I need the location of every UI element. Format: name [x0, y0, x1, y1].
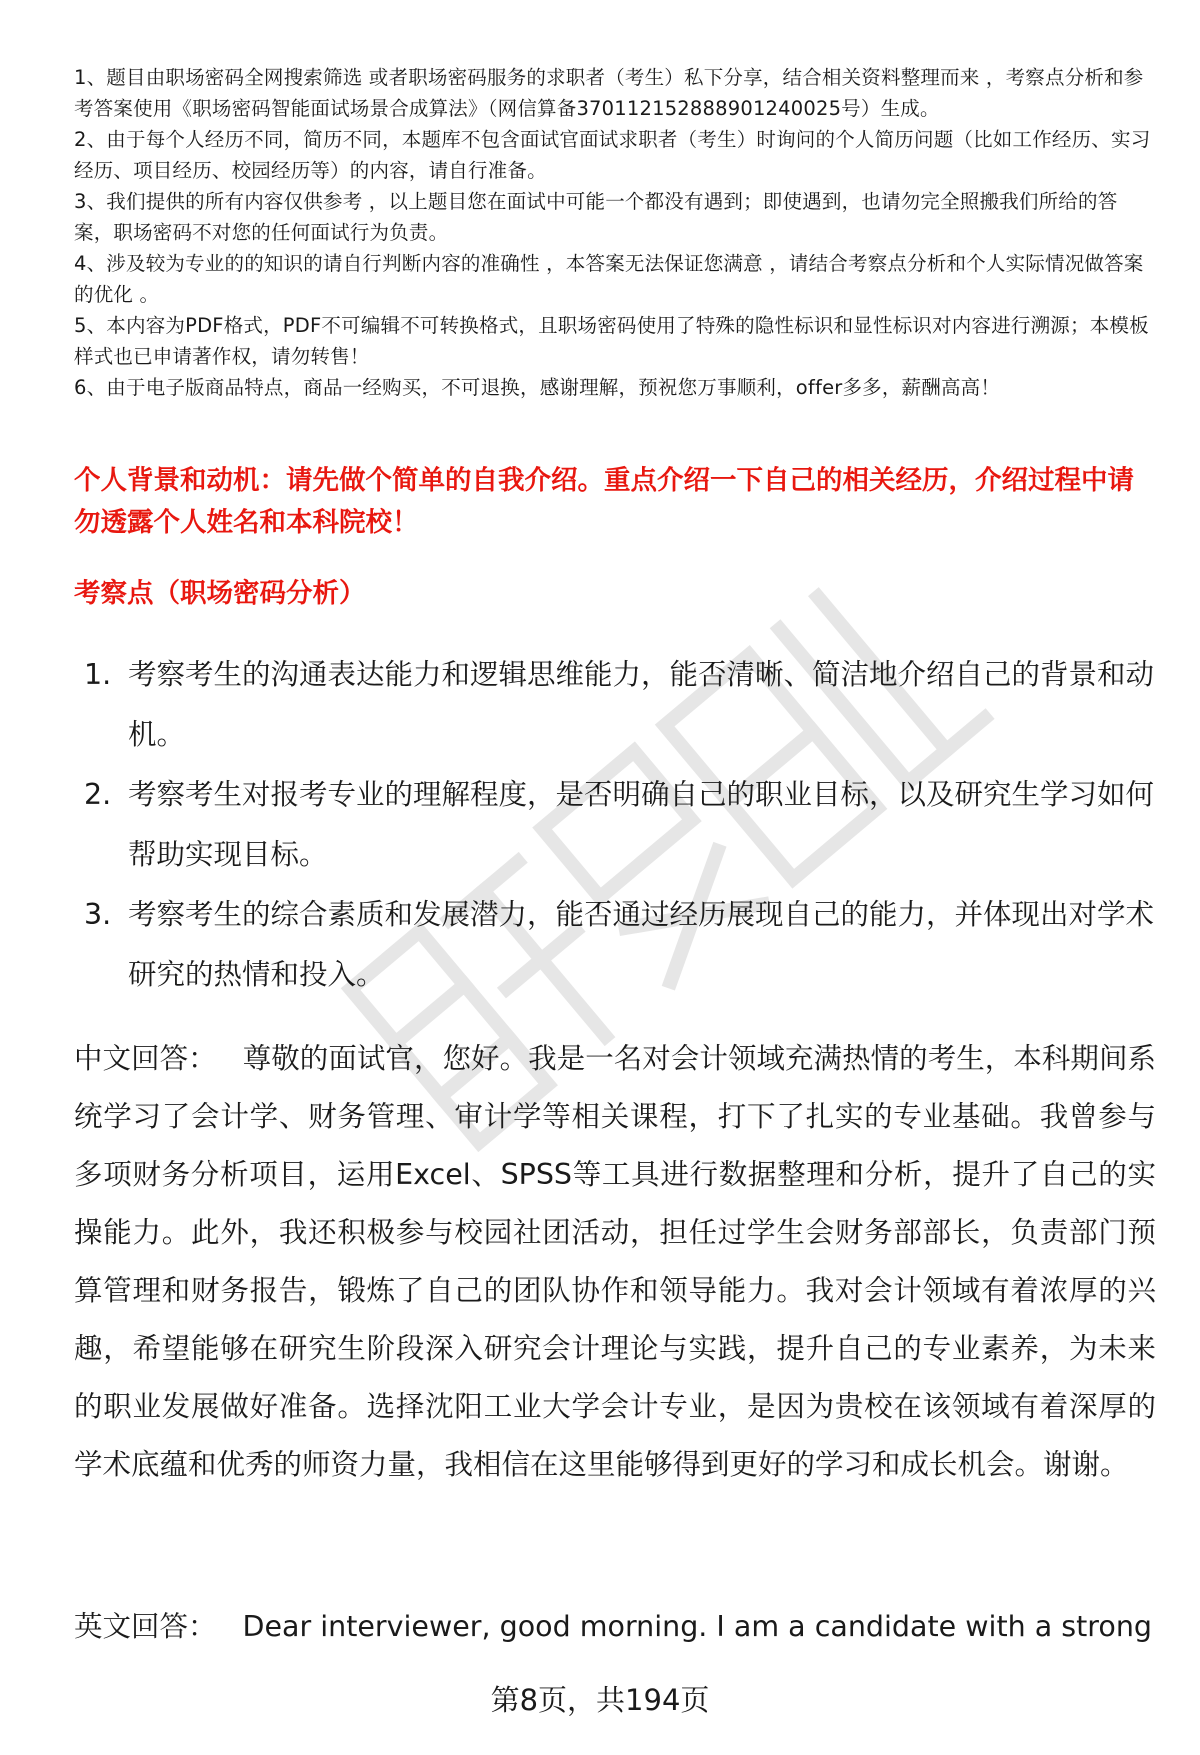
- disclaimer-item: 6、由于电子版商品特点，商品一经购买，不可退换，感谢理解，预祝您万事顺利，offer多多，薪酬高高！: [74, 376, 1001, 399]
- point-text: 考察考生的综合素质和发展潜力，能否通过经历展现自己的能力，并体现出对学术研究的热情和投入。: [128, 898, 1155, 991]
- analysis-points-list: [74, 645, 1154, 1005]
- analysis-point: [74, 885, 1154, 1005]
- disclaimer-item: 1、题目由职场密码全网搜索筛选 或者职场密码服务的求职者（考生）私下分享，结合相关资料整理而来 ，考察点分析和参考答案使用《职场密码智能面试场景合成算法》（网信算备370112152888901240025号）生成。: [74, 66, 1144, 120]
- disclaimer-notes: [74, 62, 1154, 403]
- disclaimer-item: 2、由于每个人经历不同，简历不同，本题库不包含面试官面试求职者（考生）时询问的个人简历问题（比如工作经历、实习经历、项目经历、校园经历等）的内容，请自行准备。: [74, 128, 1151, 182]
- english-answer-text: Dear interviewer, good morning. I am a candidate with a strong: [242, 1610, 1152, 1643]
- english-answer-label: 英文回答：: [74, 1610, 217, 1643]
- chinese-answer: [74, 1030, 1156, 1494]
- chinese-answer-text: 尊敬的面试官，您好。我是一名对会计领域充满热情的考生，本科期间系统学习了会计学、财务管理、审计学等相关课程，打下了扎实的专业基础。我曾参与多项财务分析项目，运用Excel、SPSS等工具进行数据整理和分析，提升了自己的实操能力。此外，我还积极参与校园社团活动，担任过学生会财务部部长，负责部门预算管理和财务报告，锻炼了自己的团队协作和领导能力。我对会计领域有着浓厚的兴趣，希望能够在研究生阶段深入研究会计理论与实践，提升自己的专业素养，为未来的职业发展做好准备。选择沈阳工业大学会计专业，是因为贵校在该领域有着深厚的学术底蕴和优秀的师资力量，我相信在这里能够得到更好的学习和成长机会。谢谢。: [74, 1042, 1156, 1481]
- point-number: 1.: [84, 658, 112, 691]
- analysis-title: 考察点（职场密码分析）: [74, 578, 366, 609]
- page-number-footer: 第8页，共194页: [490, 1683, 710, 1717]
- disclaimer-item: 5、本内容为PDF格式，PDF不可编辑不可转换格式，且职场密码使用了特殊的隐性标识和显性标识对内容进行溯源；本模板样式也已申请著作权，请勿转售！: [74, 314, 1149, 368]
- point-number: 3.: [84, 898, 112, 931]
- chinese-answer-label: 中文回答：: [74, 1042, 217, 1075]
- point-text: 考察考生的沟通表达能力和逻辑思维能力，能否清晰、简洁地介绍自己的背景和动机。: [128, 658, 1155, 751]
- analysis-point: [74, 645, 1154, 765]
- point-number: 2.: [84, 778, 112, 811]
- disclaimer-item: 4、涉及较为专业的的知识的请自行判断内容的准确性 ，本答案无法保证您满意 ，请结合考察点分析和个人实际情况做答案的优化 。: [74, 252, 1144, 306]
- english-answer: [74, 1598, 1156, 1656]
- disclaimer-item: 3、我们提供的所有内容仅供参考 ，以上题目您在面试中可能一个都没有遇到；即使遇到，也请勿完全照搬我们所给的答案，职场密码不对您的任何面试行为负责。: [74, 190, 1118, 244]
- point-text: 考察考生对报考专业的理解程度，是否明确自己的职业目标，以及研究生学习如何帮助实现目标。: [128, 778, 1155, 871]
- analysis-point: [74, 765, 1154, 885]
- question-title: 个人背景和动机：请先做个简单的自我介绍。重点介绍一下自己的相关经历，介绍过程中请勿透露个人姓名和本科院校！: [74, 465, 1134, 538]
